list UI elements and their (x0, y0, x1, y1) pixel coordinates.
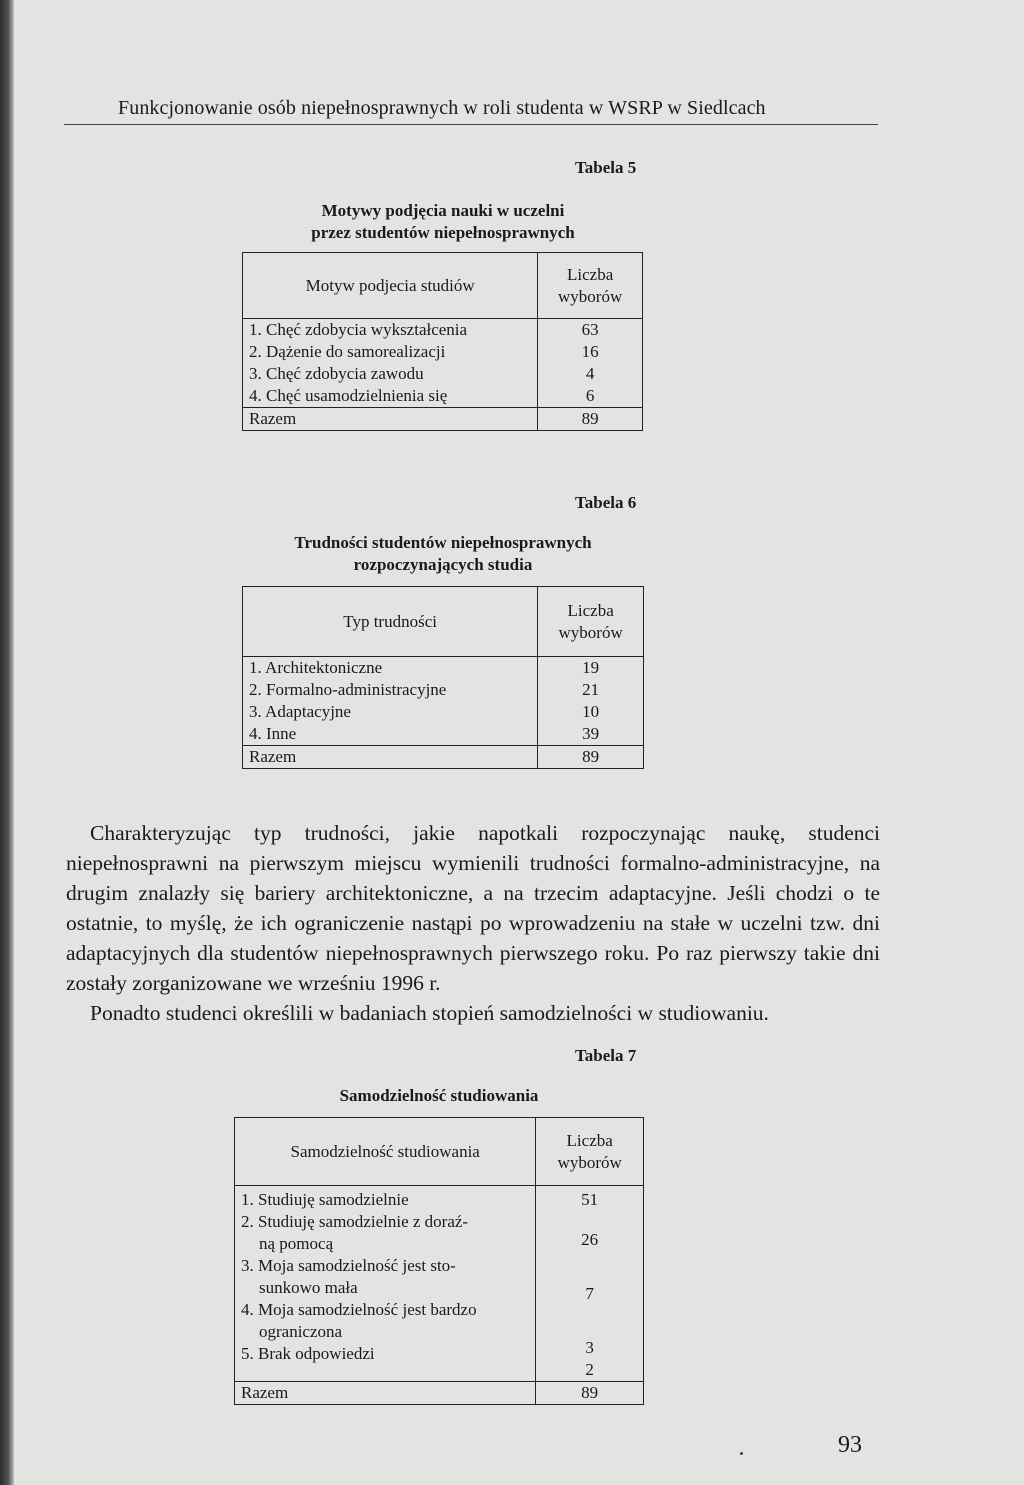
table-7-title-line1: Samodzielność studiowania (339, 1086, 539, 1105)
table-7-col-liczba-line2: wyborów (557, 1152, 622, 1172)
table-6-col-liczba (538, 587, 644, 657)
table-row-label: 5. Brak odpowiedzi (241, 1344, 375, 1363)
table-row-value: 3 (585, 1338, 594, 1357)
paragraph-1-text: Charakteryzując typ trudności, jakie napotkali rozpoczynając naukę, studenci niepełnosprawni na pierwszym miejscu wymienili trudności formalno-administracyjne, na drugim znalazły się bariery architektoniczne, a na trzecim adaptacyjne. Jeśli chodzi o te ostatnie, to myślę, że ich ograniczenie nastąpi po wprowadzeniu na stałe w uczelni tzw. dni adaptacyjnych dla studentów niepełnosprawnych pierwszego roku. Po raz pierwszy takie dni zostały zorganizowane we wrześniu 1996 r. (66, 821, 880, 995)
table-row-value: 19 (582, 658, 600, 677)
table-6-col-typ: Typ trudności (243, 587, 538, 657)
table-6 (242, 586, 644, 769)
table-6-values (538, 657, 644, 746)
table-7-label: Tabela 7 (575, 1046, 637, 1065)
table-5-col-liczba-line1: Liczba (567, 264, 614, 284)
paragraph-1 (66, 818, 880, 998)
table-7-title (234, 1085, 644, 1107)
table-row-value: 7 (585, 1284, 594, 1303)
table-row-label-cont: ograniczona (259, 1322, 343, 1341)
table-6-total-row (243, 746, 644, 769)
page-number: 93 (838, 1432, 862, 1458)
table-6-total-value: 89 (538, 746, 644, 769)
table-row-label: 1. Architektoniczne (249, 658, 383, 677)
table-7-col-liczba (536, 1118, 644, 1186)
paragraph-2 (66, 998, 880, 1028)
table-row-value: 51 (581, 1190, 599, 1209)
table-7-values (536, 1186, 644, 1382)
table-5-values (538, 319, 643, 408)
table-6-header-row (243, 587, 644, 657)
table-row-value: 2 (585, 1360, 594, 1379)
table-7-col-liczba-line1: Liczba (566, 1130, 613, 1150)
table-5-title (243, 200, 643, 244)
table-row-label: 2. Formalno-administracyjne (249, 680, 447, 699)
table-row-label: 3. Chęć zdobycia zawodu (249, 364, 424, 383)
table-7-col-samodzielnosc: Samodzielność studiowania (235, 1118, 536, 1186)
table-6-items (243, 657, 538, 746)
table-row-value: 6 (585, 386, 595, 405)
running-head: Funkcjonowanie osób niepełnosprawnych w roli studenta w WSRP w Siedlcach (118, 97, 766, 119)
table-5-header-row (243, 253, 643, 319)
table-6-label: Tabela 6 (575, 493, 637, 512)
table-7-body-row (235, 1186, 644, 1382)
table-row-value: 4 (585, 364, 595, 383)
table-row-value: 63 (581, 320, 599, 339)
table-row-label: 4. Moja samodzielność jest bardzo (241, 1300, 477, 1319)
table-6-title-line1: Trudności studentów niepełnosprawnych (294, 533, 592, 552)
table-row-label: 3. Moja samodzielność jest sto- (241, 1256, 456, 1275)
table-row-label: 1. Chęć zdobycia wykształcenia (249, 320, 468, 339)
scan-speck (740, 1452, 743, 1455)
book-spine-shadow (0, 0, 14, 1485)
table-row-label-cont: sunkowo mała (259, 1278, 358, 1297)
table-5-total-row (243, 408, 643, 431)
table-7-total-row (235, 1382, 644, 1405)
table-row-value: 16 (581, 342, 599, 361)
table-row-value: 26 (581, 1230, 599, 1249)
table-row-label-cont: ną pomocą (259, 1234, 334, 1253)
table-7-header-row (235, 1118, 644, 1186)
table-row-label: 4. Inne (249, 724, 297, 743)
table-6-col-liczba-line1: Liczba (567, 600, 614, 620)
table-row-label: 2. Studiuję samodzielnie z doraź- (241, 1212, 469, 1231)
table-5-total-label: Razem (243, 408, 538, 431)
table-7-items (235, 1186, 536, 1382)
table-row-label: 2. Dążenie do samorealizacji (249, 342, 446, 361)
table-row-value: 39 (582, 724, 600, 743)
table-5-col-liczba (538, 253, 643, 319)
table-row-value: 21 (582, 680, 600, 699)
table-7 (234, 1117, 644, 1405)
table-6-body-row (243, 657, 644, 746)
table-5-items (243, 319, 538, 408)
table-6-col-liczba-line2: wyborów (558, 622, 623, 642)
table-row-value: 10 (582, 702, 600, 721)
table-row-label: 4. Chęć usamodzielnienia się (249, 386, 448, 405)
table-5-total-value: 89 (538, 408, 643, 431)
table-5-title-line2: przez studentów niepełnosprawnych (311, 223, 575, 242)
table-5 (242, 252, 643, 431)
table-6-total-label: Razem (243, 746, 538, 769)
table-5-col-motyw: Motyw podjecia studiów (243, 253, 538, 319)
table-5-label: Tabela 5 (575, 158, 637, 177)
table-7-total-label: Razem (235, 1382, 536, 1405)
table-7-total-value: 89 (536, 1382, 644, 1405)
table-row-label: 3. Adaptacyjne (249, 702, 351, 721)
table-6-title (242, 532, 644, 576)
table-6-title-line2: rozpoczynających studia (353, 555, 533, 574)
table-5-body-row (243, 319, 643, 408)
table-5-col-liczba-line2: wyborów (558, 286, 623, 306)
paragraph-2-text: Ponadto studenci określili w badaniach stopień samodzielności w studiowaniu. (90, 1001, 769, 1025)
table-5-title-line1: Motywy podjęcia nauki w uczelni (321, 201, 565, 220)
header-rule (64, 124, 878, 125)
table-row-label: 1. Studiuję samodzielnie (241, 1190, 409, 1209)
